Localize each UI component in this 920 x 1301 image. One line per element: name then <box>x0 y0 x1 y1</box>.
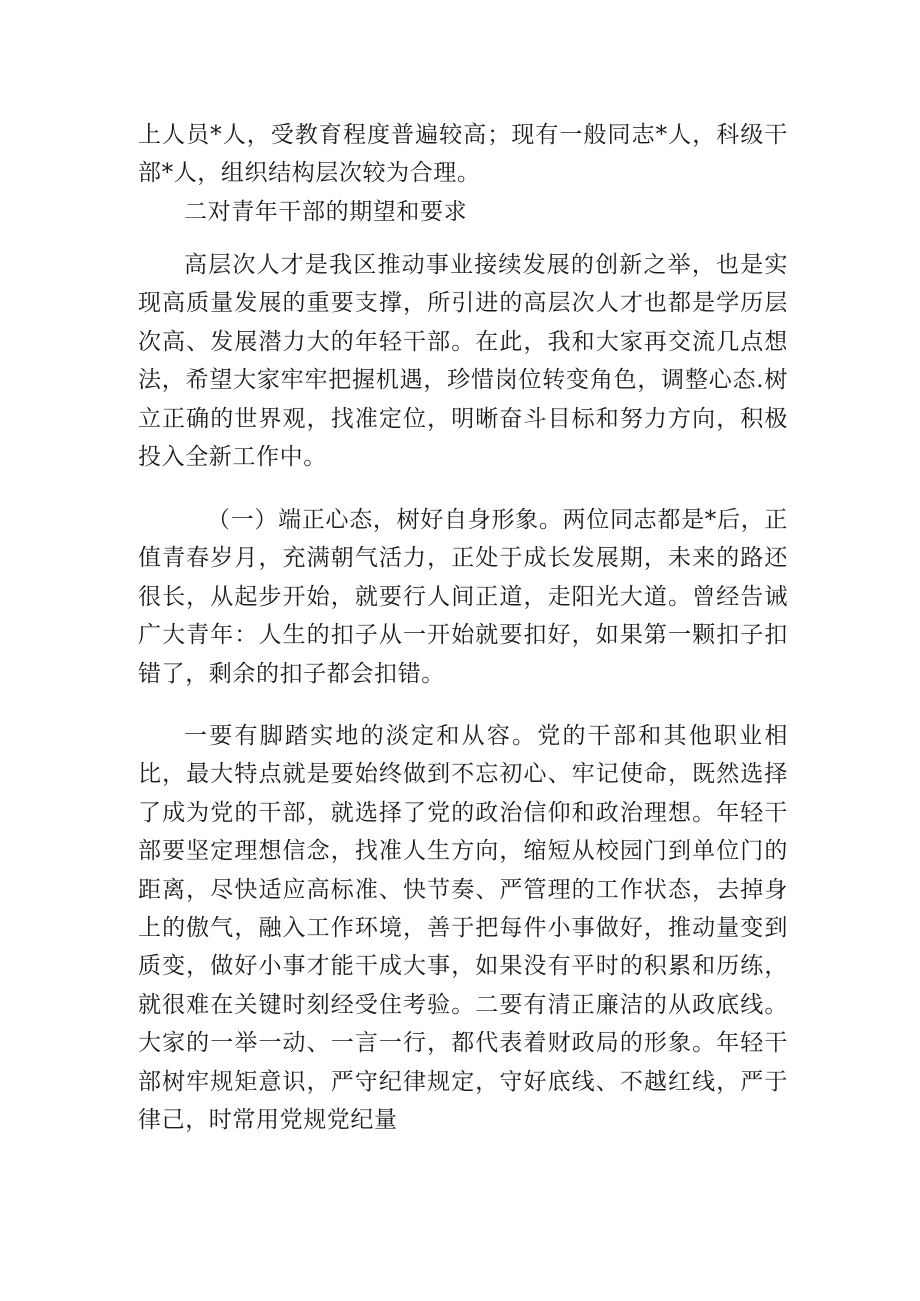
paragraph-continuation <box>138 116 788 193</box>
paragraph-body <box>138 717 788 1139</box>
section-heading-text: 二对青年干部的期望和要求 <box>184 199 468 225</box>
paragraph-text: 高层次人才是我区推动事业接续发展的创新之举，也是实现高质量发展的重要支撑，所引进的高层次人才也都是学历层次高、发展潜力大的年轻干部。在此，我和大家再交流几点想法，希望大家牢牢把握机遇，珍惜岗位转变角色，调整心态.树立正确的世界观，找准定位，明晰奋斗目标和努力方向，积极投入全新工作中。 <box>138 252 788 471</box>
paragraph-text: 一要有脚踏实地的淡定和从容。党的干部和其他职业相比，最大特点就是要始终做到不忘初心、牢记使命，既然选择了成为党的干部，就选择了党的政治信仰和政治理想。年轻干部要坚定理想信念，找准人生方向，缩短从校园门到单位门的距离，尽快适应高标准、快节奏、严管理的工作状态，去掉身上的傲气，融入工作环境，善于把每件小事做好，推动量变到质变，做好小事才能干成大事，如果没有平时的积累和历练，就很难在关键时刻经受住考验。二要有清正廉洁的从政底线。大家的一举一动、一言一行，都代表着财政局的形象。年轻干部树牢规矩意识，严守纪律规定，守好底线、不越红线，严于律己，时常用党规党纪量 <box>138 723 788 1134</box>
paragraph-intro <box>138 246 788 476</box>
paragraph-text: 上人员*人，受教育程度普遍较高；现有一般同志*人，科级干部*人，组织结构层次较为合理。 <box>138 122 788 187</box>
paragraph-text: （一）端正心态，树好自身形象。两位同志都是*后，正值青春岁月，充满朝气活力，正处于成长发展期，未来的路还很长，从起步开始，就要行人间正道，走阳光大道。曾经告诫广大青年：人生的扣子从一开始就要扣好，如果第一颗扣子扣错了，剩余的扣子都会扣错。 <box>138 507 788 687</box>
paragraph-subheading <box>138 501 788 693</box>
section-heading <box>138 193 788 231</box>
